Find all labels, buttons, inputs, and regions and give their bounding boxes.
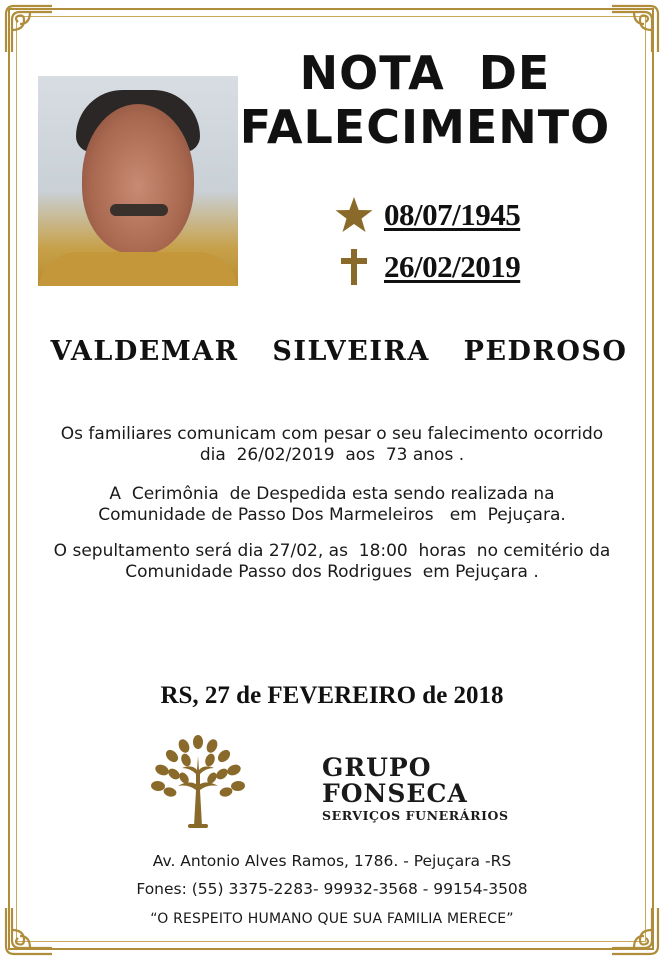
funeral-home-phones: Fones: (55) 3375-2283- 99932-3568 - 99154-3508 [136, 880, 528, 898]
funeral-home-address: Av. Antonio Alves Ramos, 1786. - Pejuçara -RS [152, 852, 512, 870]
ceremony-paragraph: A Cerimônia de Despedida esta sendo realizada na Comunidade de Passo Dos Marmeleiros em Pejuçara. [98, 484, 566, 525]
burial-paragraph: O sepultamento será dia 27/02, as 18:00 horas no cemitério da Comunidade Passo dos Rodrigues em Pejuçara . [53, 541, 611, 582]
title-line-1: NOTA DE [299, 46, 551, 100]
announcement-paragraph: Os familiares comunicam com pesar o seu falecimento ocorrido dia 26/02/2019 aos 73 anos . [60, 424, 604, 465]
birth-date-row [334, 194, 520, 236]
deceased-name: VALDEMAR SILVEIRA PEDROSO [50, 336, 628, 367]
star-icon [334, 195, 374, 235]
death-date: 26/02/2019 [384, 249, 521, 284]
photo-shirt [38, 252, 238, 286]
deceased-photo [38, 76, 238, 286]
corner-ornament-icon [606, 2, 662, 58]
death-date-row [334, 246, 520, 288]
title-line-2: FALECIMENTO [239, 100, 611, 154]
funeral-home-motto: “O RESPEITO HUMANO QUE SUA FAMILIA MERECE” [150, 911, 514, 927]
place-date: RS, 27 de FEVEREIRO de 2018 [160, 682, 504, 709]
cross-icon [334, 247, 374, 287]
photo-mustache [110, 204, 168, 216]
funeral-home-name-line-1: GRUPO [322, 753, 432, 782]
funeral-home-name-line-2: FONSECA [322, 779, 468, 808]
tree-icon [148, 734, 248, 830]
birth-date: 08/07/1945 [384, 197, 521, 232]
page-title [238, 46, 612, 154]
corner-ornament-icon [2, 2, 58, 58]
photo-face [82, 104, 194, 254]
funeral-home-subtitle: SERVIÇOS FUNERÁRIOS [322, 808, 509, 823]
